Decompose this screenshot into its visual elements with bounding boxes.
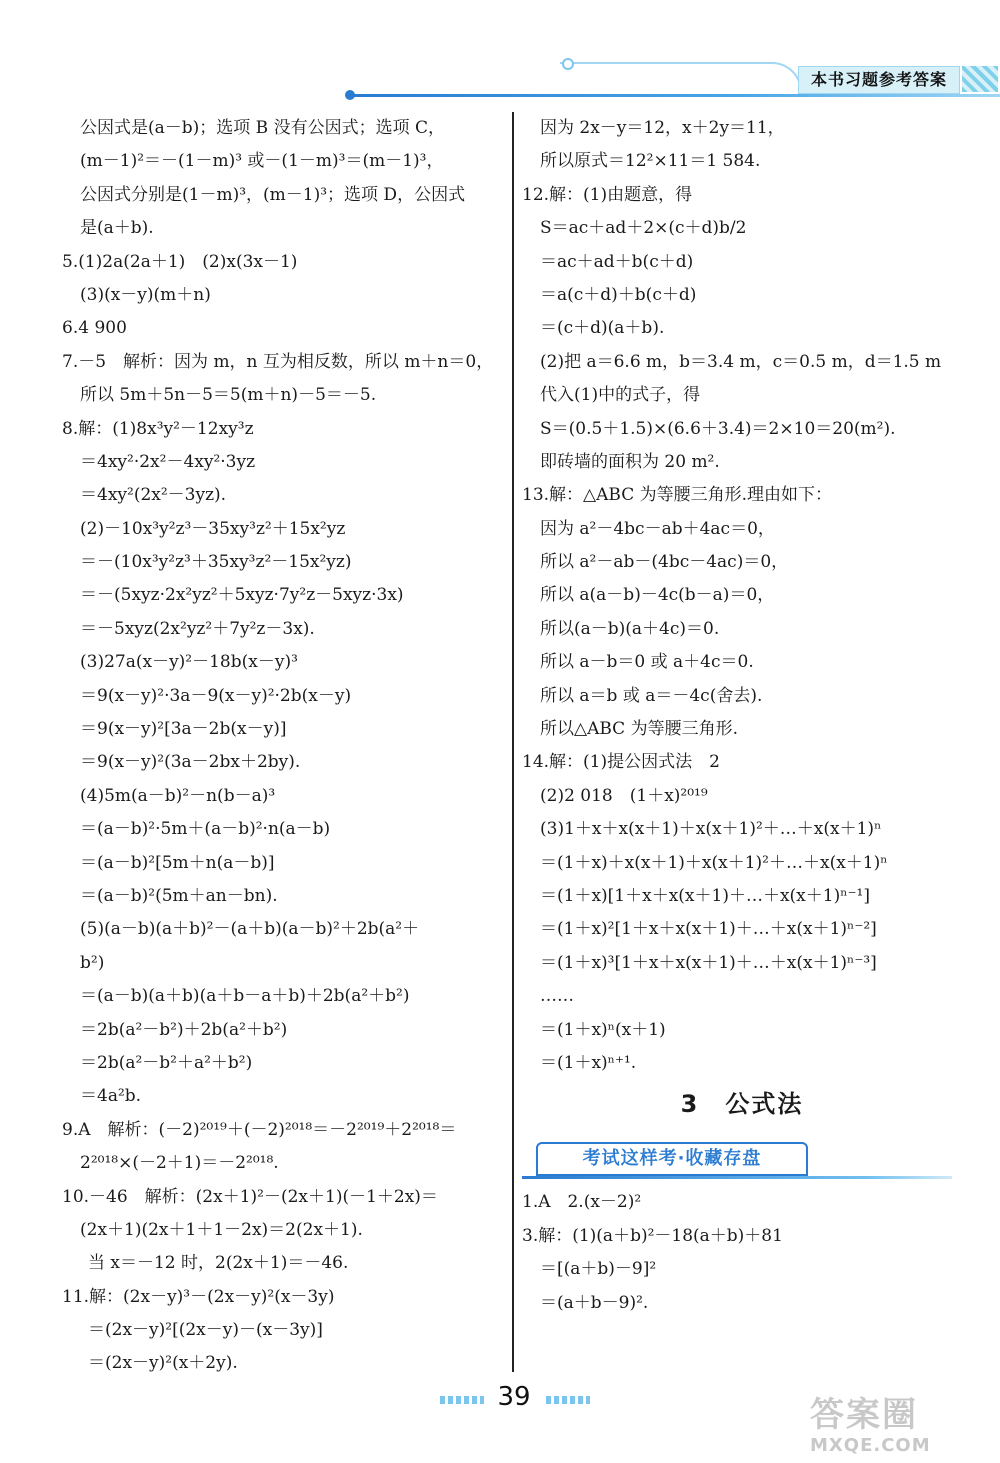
answer-line: …… (540, 986, 574, 1007)
answer-line: ＝(1＋x)[1＋x＋x(x＋1)＋…＋x(x＋1)ⁿ⁻¹] (540, 885, 870, 906)
section-answers (522, 1186, 962, 1320)
answer-line: 2²⁰¹⁸×(－2＋1)＝－2²⁰¹⁸. (80, 1153, 279, 1174)
answer-line: (3)1＋x＋x(x＋1)＋x(x＋1)²＋…＋x(x＋1)ⁿ (540, 819, 882, 840)
right-column (522, 112, 962, 1320)
answer-line: ＝9(x－y)²[3a－2b(x－y)] (80, 719, 287, 740)
answer-line: (5)(a－b)(a＋b)²－(a＋b)(a－b)²＋2b(a²＋ (80, 919, 420, 940)
answer-line: ＝(1＋x)³[1＋x＋x(x＋1)＋…＋x(x＋1)ⁿ⁻³] (540, 952, 877, 973)
answer-line: ＝(1＋x)ⁿ⁺¹. (540, 1052, 637, 1073)
column-divider (512, 112, 514, 1372)
answer-line: 14.解：(1)提公因式法 2 (522, 752, 720, 773)
header-title: 本书习题参考答案 (798, 66, 960, 94)
answer-line: ＝9(x－y)²(3a－2bx＋2by). (80, 752, 301, 773)
answer-line: 13.解：△ABC 为等腰三角形.理由如下： (522, 485, 833, 506)
answer-line: 因为 2x－y＝12，x＋2y＝11， (540, 118, 785, 138)
footer-ornament-right (546, 1396, 590, 1404)
answer-line: (4)5m(a－b)²－n(b－a)³ (80, 785, 276, 806)
answer-line: ＝2b(a²－b²)＋2b(a²＋b²) (80, 1019, 288, 1040)
answer-line: 10.－46 解析：(2x＋1)²－(2x＋1)(－1＋2x)＝ (62, 1186, 438, 1207)
answer-line: (2x＋1)(2x＋1＋1－2x)＝2(2x＋1). (80, 1219, 363, 1240)
answer-line: ＝2b(a²－b²＋a²＋b²) (80, 1052, 253, 1073)
answer-line: ＝4xy²(2x²－3yz). (80, 485, 227, 506)
answer-line: 1.A 2.(x－2)² (522, 1192, 642, 1213)
answer-line: ＝(2x－y)²[(2x－y)－(x－3y)] (88, 1320, 323, 1341)
header-decoration-curve (560, 62, 802, 96)
page-number: 39 (497, 1382, 531, 1412)
answer-line: 所以 5m＋5n－5＝5(m＋n)－5＝－5. (80, 385, 377, 406)
answer-line: 当 x＝－12 时，2(2x＋1)＝－46. (88, 1253, 349, 1274)
answer-line: ＝(c＋d)(a＋b). (540, 318, 665, 339)
answer-line: 公因式分别是(1－m)³，(m－1)³；选项 D，公因式 (80, 184, 466, 205)
answer-line: S＝ac＋ad＋2×(c＋d)b/2 (540, 218, 747, 239)
answer-line: ＝(a－b)²·5m＋(a－b)²·n(a－b) (80, 819, 331, 840)
answer-line: 所以 a²－ab－(4bc－4ac)＝0， (540, 552, 789, 573)
section-title: 3 公式法 (680, 1090, 804, 1119)
header-rule (350, 94, 1000, 97)
answer-line: (3)27a(x－y)²－18b(x－y)³ (80, 652, 298, 673)
answer-line: 12.解：(1)由题意，得 (522, 184, 693, 205)
answer-line: 公因式是(a－b)；选项 B 没有公因式；选项 C， (80, 118, 445, 138)
answer-line: ＝(a＋b－9)². (540, 1292, 649, 1313)
right-column-answers (522, 112, 962, 1080)
answer-line: ＝－(5xyz·2x²yz²＋5xyz·7y²z－5xyz·3x) (80, 585, 404, 606)
header-rule-dot (345, 90, 355, 100)
answer-line: 是(a＋b). (80, 218, 154, 239)
header-stripes (962, 66, 998, 92)
answer-line: ＝(2x－y)²(x＋2y). (88, 1353, 238, 1374)
answer-line: 所以△ABC 为等腰三角形. (540, 719, 738, 740)
exam-banner-label: 考试这样考·收藏存盘 (536, 1142, 808, 1176)
answer-line: ＝(a－b)²(5m＋an－bn). (80, 885, 278, 906)
answer-line: ＝[(a＋b)－9]² (540, 1259, 657, 1280)
answer-line: 即砖墙的面积为 20 m². (540, 451, 720, 472)
header-decoration-dot (562, 58, 574, 70)
answer-line: 7.－5 解析：因为 m，n 互为相反数，所以 m＋n＝0， (62, 351, 494, 372)
answer-line: ＝－(10x³y²z³＋35xy³z²－15x²yz) (80, 552, 352, 573)
answer-line: (3)(x－y)(m＋n) (80, 284, 211, 305)
answer-line: 11.解：(2x－y)³－(2x－y)²(x－3y) (62, 1286, 335, 1307)
answer-line: 所以 a(a－b)－4c(b－a)＝0， (540, 585, 775, 606)
answer-line: ＝(1＋x)ⁿ(x＋1) (540, 1019, 666, 1040)
answer-line: ＝9(x－y)²·3a－9(x－y)²·2b(x－y) (80, 685, 352, 706)
answer-line: ＝4a²b. (80, 1086, 142, 1107)
answer-line: 因为 a²－4bc－ab＋4ac＝0， (540, 518, 775, 539)
answer-line: 3.解：(1)(a＋b)²－18(a＋b)＋81 (522, 1225, 783, 1246)
answer-line: 9.A 解析：(－2)²⁰¹⁹＋(－2)²⁰¹⁸＝－2²⁰¹⁹＋2²⁰¹⁸＝ (62, 1119, 457, 1140)
answer-line: 所以 a＝b 或 a＝－4c(舍去). (540, 685, 763, 706)
answer-line: 8.解：(1)8x³y²－12xy³z (62, 418, 254, 439)
page-header (0, 56, 1000, 100)
left-column (62, 112, 502, 1381)
answer-line: 代入(1)中的式子，得 (540, 385, 701, 406)
answer-line: ＝4xy²·2x²－4xy²·3yz (80, 451, 256, 472)
answer-line: ＝a(c＋d)＋b(c＋d) (540, 284, 697, 305)
watermark (810, 1395, 990, 1461)
watermark-logo-text: 答案圈 (810, 1395, 918, 1435)
answer-line: ＝－5xyz(2x²yz²＋7y²z－3x). (80, 618, 315, 639)
answer-line: ＝(1＋x)＋x(x＋1)＋x(x＋1)²＋…＋x(x＋1)ⁿ (540, 852, 888, 873)
answer-line: S＝(0.5＋1.5)×(6.6＋3.4)＝2×10＝20(m²). (540, 418, 896, 439)
answer-line: (2)2 018 (1＋x)²⁰¹⁹ (540, 785, 708, 806)
footer-ornament-left (440, 1396, 484, 1404)
answer-line: (2)把 a＝6.6 m，b＝3.4 m，c＝0.5 m，d＝1.5 m (540, 351, 942, 372)
watermark-url: MXQE.COM (810, 1435, 931, 1456)
answer-line: ＝ac＋ad＋b(c＋d) (540, 251, 694, 272)
answer-line: 6.4 900 (62, 318, 127, 339)
answer-line: 所以(a－b)(a＋4c)＝0. (540, 618, 720, 639)
answer-line: 5.(1)2a(2a＋1) (2)x(3x－1) (62, 251, 298, 272)
exam-banner-rule (522, 1176, 952, 1179)
answer-line: (m－1)²＝－(1－m)³ 或－(1－m)³＝(m－1)³， (80, 151, 444, 172)
exam-banner (522, 1136, 962, 1186)
answer-line: ＝(a－b)²[5m＋n(a－b)] (80, 852, 275, 873)
answer-line: ＝(1＋x)²[1＋x＋x(x＋1)＋…＋x(x＋1)ⁿ⁻²] (540, 919, 877, 940)
answer-line: 所以 a－b＝0 或 a＋4c＝0. (540, 652, 754, 673)
answer-line: ＝(a－b)(a＋b)(a＋b－a＋b)＋2b(a²＋b²) (80, 986, 410, 1007)
answer-line: b²) (80, 952, 105, 973)
answer-line: (2)－10x³y²z³－35xy³z²＋15x²yz (80, 518, 346, 539)
answer-line: 所以原式＝12²×11＝1 584. (540, 151, 761, 172)
